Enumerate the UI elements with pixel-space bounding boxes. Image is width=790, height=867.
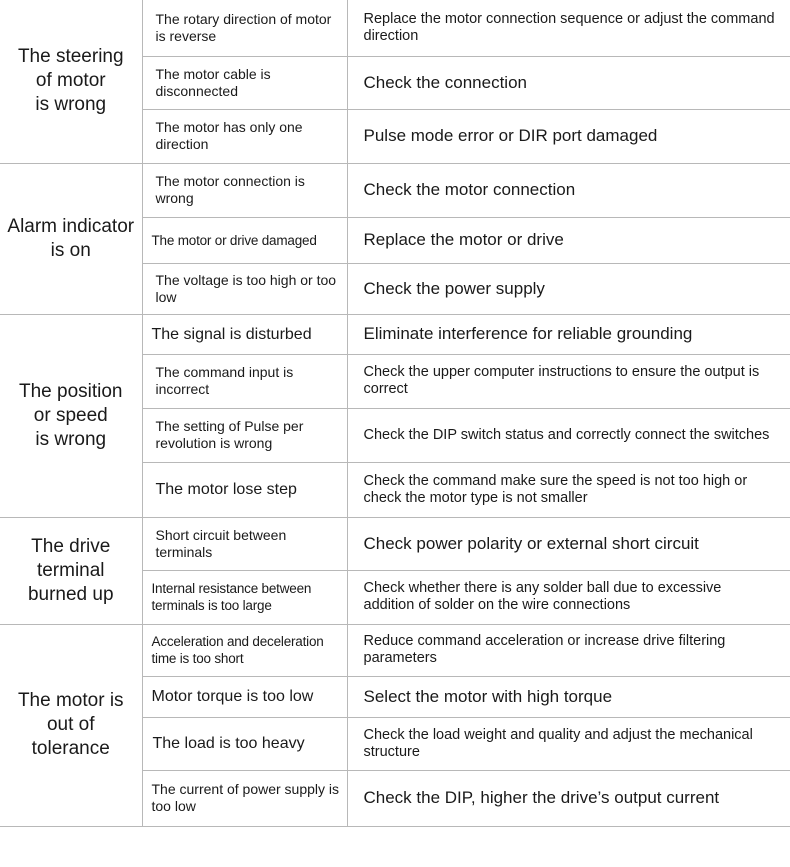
fault-cause: Internal resistance between terminals is too large <box>142 570 347 624</box>
fault-cause: Acceleration and deceleration time is too short <box>142 624 347 676</box>
fault-solution: Check the upper computer instructions to ensure the output is correct <box>347 354 790 408</box>
fault-cause: The signal is disturbed <box>142 314 347 354</box>
fault-cause: The setting of Pulse per revolution is wrong <box>142 408 347 462</box>
fault-solution: Check the load weight and quality and adjust the mechanical structure <box>347 717 790 770</box>
fault-solution: Replace the motor or drive <box>347 217 790 263</box>
fault-solution: Check the power supply <box>347 263 790 314</box>
fault-cause: The load is too heavy <box>142 717 347 770</box>
fault-cause: Short circuit between terminals <box>142 517 347 570</box>
table-row <box>0 0 790 56</box>
fault-cause: The current of power supply is too low <box>142 770 347 826</box>
table-row <box>0 517 790 570</box>
fault-cause: The motor has only one direction <box>142 109 347 163</box>
fault-category: The steering of motor is wrong <box>0 0 142 163</box>
fault-category: Alarm indicator is on <box>0 163 142 314</box>
fault-solution: Check the DIP switch status and correctly connect the switches <box>347 408 790 462</box>
fault-cause: The motor connection is wrong <box>142 163 347 217</box>
fault-solution: Check the command make sure the speed is not too high or check the motor type is not smaller <box>347 462 790 517</box>
table-row <box>0 624 790 676</box>
fault-cause: The voltage is too high or too low <box>142 263 347 314</box>
fault-solution: Check the connection <box>347 56 790 109</box>
fault-solution: Check the DIP, higher the drive’s output current <box>347 770 790 826</box>
fault-cause: The motor or drive damaged <box>142 217 347 263</box>
fault-cause: The motor lose step <box>142 462 347 517</box>
fault-category: The motor is out of tolerance <box>0 624 142 826</box>
table-row <box>0 314 790 354</box>
fault-cause: The command input is incorrect <box>142 354 347 408</box>
fault-solution: Eliminate interference for reliable grounding <box>347 314 790 354</box>
table-row <box>0 163 790 217</box>
fault-solution: Reduce command acceleration or increase drive filtering parameters <box>347 624 790 676</box>
fault-solution: Select the motor with high torque <box>347 676 790 717</box>
fault-solution: Check whether there is any solder ball due to excessive addition of solder on the wire connections <box>347 570 790 624</box>
fault-solution: Check the motor connection <box>347 163 790 217</box>
fault-cause: The rotary direction of motor is reverse <box>142 0 347 56</box>
fault-cause: The motor cable is disconnected <box>142 56 347 109</box>
fault-cause: Motor torque is too low <box>142 676 347 717</box>
fault-solution: Pulse mode error or DIR port damaged <box>347 109 790 163</box>
fault-solution: Replace the motor connection sequence or adjust the command direction <box>347 0 790 56</box>
fault-category: The position or speed is wrong <box>0 314 142 517</box>
fault-category: The drive terminal burned up <box>0 517 142 624</box>
fault-solution: Check power polarity or external short circuit <box>347 517 790 570</box>
